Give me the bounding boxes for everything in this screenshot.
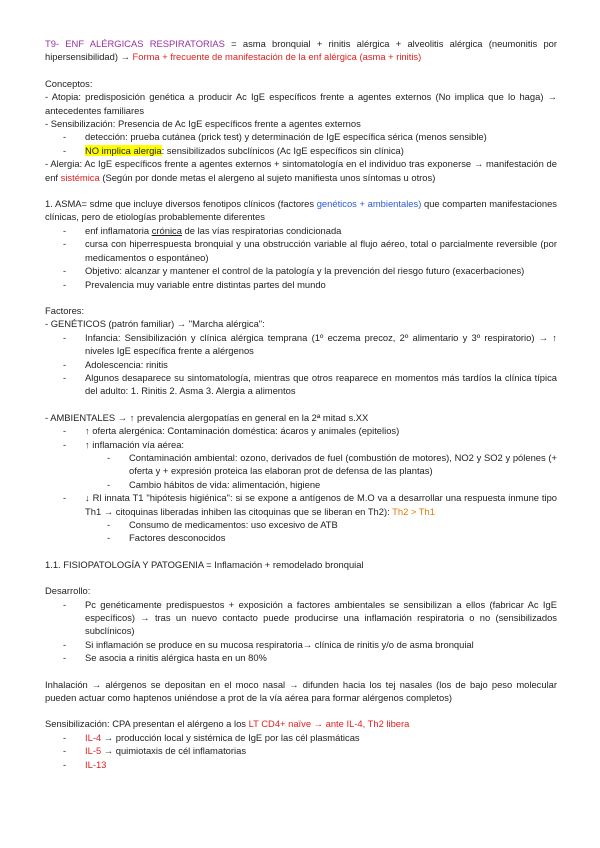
genetico-item-infancia: - Infancia: Sensibilización y clínica alérgica temprana (1º eczema precoz, 2º alimentario y 3º respiratorio) → ↑ niveles IgE específica frente a alérgenos [63, 331, 557, 357]
ambiental-item-hipotesis-higienica: - ↓ Rl innata T1 "hipótesis higiénica": si se expone a antígenos de M.O va a desarrollar una respuesta inmune tipo Th1 → citoquinas liberadas inhiben las citoquinas que se liberan en Th2): Th2 > Th1 [63, 492, 557, 517]
deteccion-item: - detección: prueba cutánea (prick test) y determinación de IgE específica sérica (menos sensible) [63, 131, 487, 143]
topic-title: T9- ENF ALÉRGICAS RESPIRATORIAS [45, 38, 225, 49]
title-red-note: Forma + frecuente de manifestación de la enf alérgica (asma + rinitis) [132, 51, 422, 63]
genetico-item-adulto: - Algunos desaparece su sintomatología, mientras que otros reaparece en momentos más tardíos la clínica típica del adulto: 1. Rinitis 2. Asma 3. Alergia a alimentos [63, 371, 557, 397]
fisiopatologia-heading: 1.1. FISIOPATOLOGÍA Y PATOGENIA = Inflamación + remodelado bronquial [45, 558, 364, 570]
factores-heading: Factores: [45, 304, 85, 316]
ambiental-subitem-desconocidos: - Factores desconocidos [107, 532, 226, 544]
alergia-definition: - Alergia: Ac IgE específicos frente a agentes externos + sintomatología en el individuo tras exponerse → manifestación de enf sistémica (Según por donde metas el alergeno al sujeto manifiesta unos síntomas u otros) [45, 158, 557, 183]
ambiental-subitem-habitos: - Cambio hábitos de vida: alimentación, higiene [107, 478, 321, 490]
sensibilizacion-line: Sensibilización: CPA presentan el alérgeno a los LT CD4+ naïve → ante IL-4, Th2 libera [45, 718, 410, 730]
title-line [45, 37, 557, 64]
desarrollo-item-mucosa: - Si inflamación se produce en su mucosa respiratoria→ clínica de rinitis y/o de asma bronquial [63, 638, 474, 650]
asma-item-objetivo: - Objetivo: alcanzar y mantener el control de la patología y la prevención del riesgo futuro (exacerbaciones) [63, 265, 525, 277]
document-page [45, 37, 557, 771]
il5-item: - IL-5 → quimiotaxis de cél inflamatorias [63, 745, 247, 757]
inhalacion-paragraph: Inhalación → alérgenos se depositan en el moco nasal → difunden hacia los tej nasales (los de bajo peso molecular pueden actuar como haptenos uniéndose a prot de la vía aérea para formar alérgenos completos) [45, 678, 557, 704]
conceptos-heading: Conceptos: [45, 77, 93, 89]
geneticos-heading: - GENÉTICOS (patrón familiar) → "Marcha alérgica": [45, 318, 265, 330]
ambiental-subitem-medicamentos: - Consumo de medicamentos: uso excesivo de ATB [107, 519, 338, 530]
asma-item-prevalencia: - Prevalencia muy variable entre distintas partes del mundo [63, 278, 326, 290]
desarrollo-item-rinitis: - Se asocia a rinitis alérgica hasta en un 80% [63, 652, 267, 664]
asma-intro: 1. ASMA= sdme que incluye diversos fenotipos clínicos (factores genéticos + ambientales) que comparten manifestaciones clínicas, pero de etiologías probablemente diferentes [45, 198, 557, 223]
asma-item-hiperrespuesta: - cursa con hiperrespuesta bronquial y una obstrucción variable al flujo aéreo, total o parcialmente reversible (por medicamentos o espontáneo) [63, 238, 557, 263]
no-implica-highlight: NO implica alergia [85, 144, 162, 156]
genetico-item-adolescencia: - Adolescencia: rinitis [63, 358, 168, 370]
sensibilizacion-definition: - Sensibilización: Presencia de Ac IgE específicos frente a agentes externos [45, 118, 361, 130]
il13-item: - IL-13 [63, 758, 107, 770]
asma-item-cronica: - enf inflamatoria crónica de las vías respiratorias condicionada [63, 224, 342, 236]
ambiental-subitem-contaminacion: - Contaminación ambiental: ozono, derivados de fuel (combustión de motores), NO2 y SO2 y pólenes (+ oferta y + expresión proteica las elaboran prot de defensa de las plantas) [107, 451, 557, 477]
ambiental-item-oferta: - ↑ oferta alergénica: Contaminación doméstica: ácaros y animales (epitelios) [63, 425, 400, 437]
il4-item: - IL-4 → producción local y sistémica de IgE por las cél plasmáticas [63, 731, 360, 743]
desarrollo-item-predispuestos: - Pc genéticamente predispuestos + exposición a factores ambientales se sensibilizan a ellos (fabricar Ac IgE específicos) → tras un nuevo contacto puede producirse una inflamación respiratoria o no (sensibilizados subclínicos) [63, 598, 557, 637]
ambientales-heading: - AMBIENTALES → ↑ prevalencia alergopatías en general en la 2ª mitad s.XX [45, 411, 369, 423]
atopia-definition: - Atopia: predisposición genética a producir Ac IgE específicos frente a agentes externos (No implica que lo haga) → antecedentes familiares [45, 91, 557, 116]
title-definition: = asma bronquial + rinitis alérgica + alveolitis alérgica (neumonitis por hipersensibilidad) → [45, 38, 557, 63]
no-implica-item: - NO implica alergia: sensibilizados subclínicos (Ac IgE específicos sin clínica) [63, 144, 404, 156]
ambiental-item-inflamacion: - ↑ inflamación vía aérea: [63, 438, 185, 450]
desarrollo-heading: Desarrollo: [45, 585, 91, 597]
